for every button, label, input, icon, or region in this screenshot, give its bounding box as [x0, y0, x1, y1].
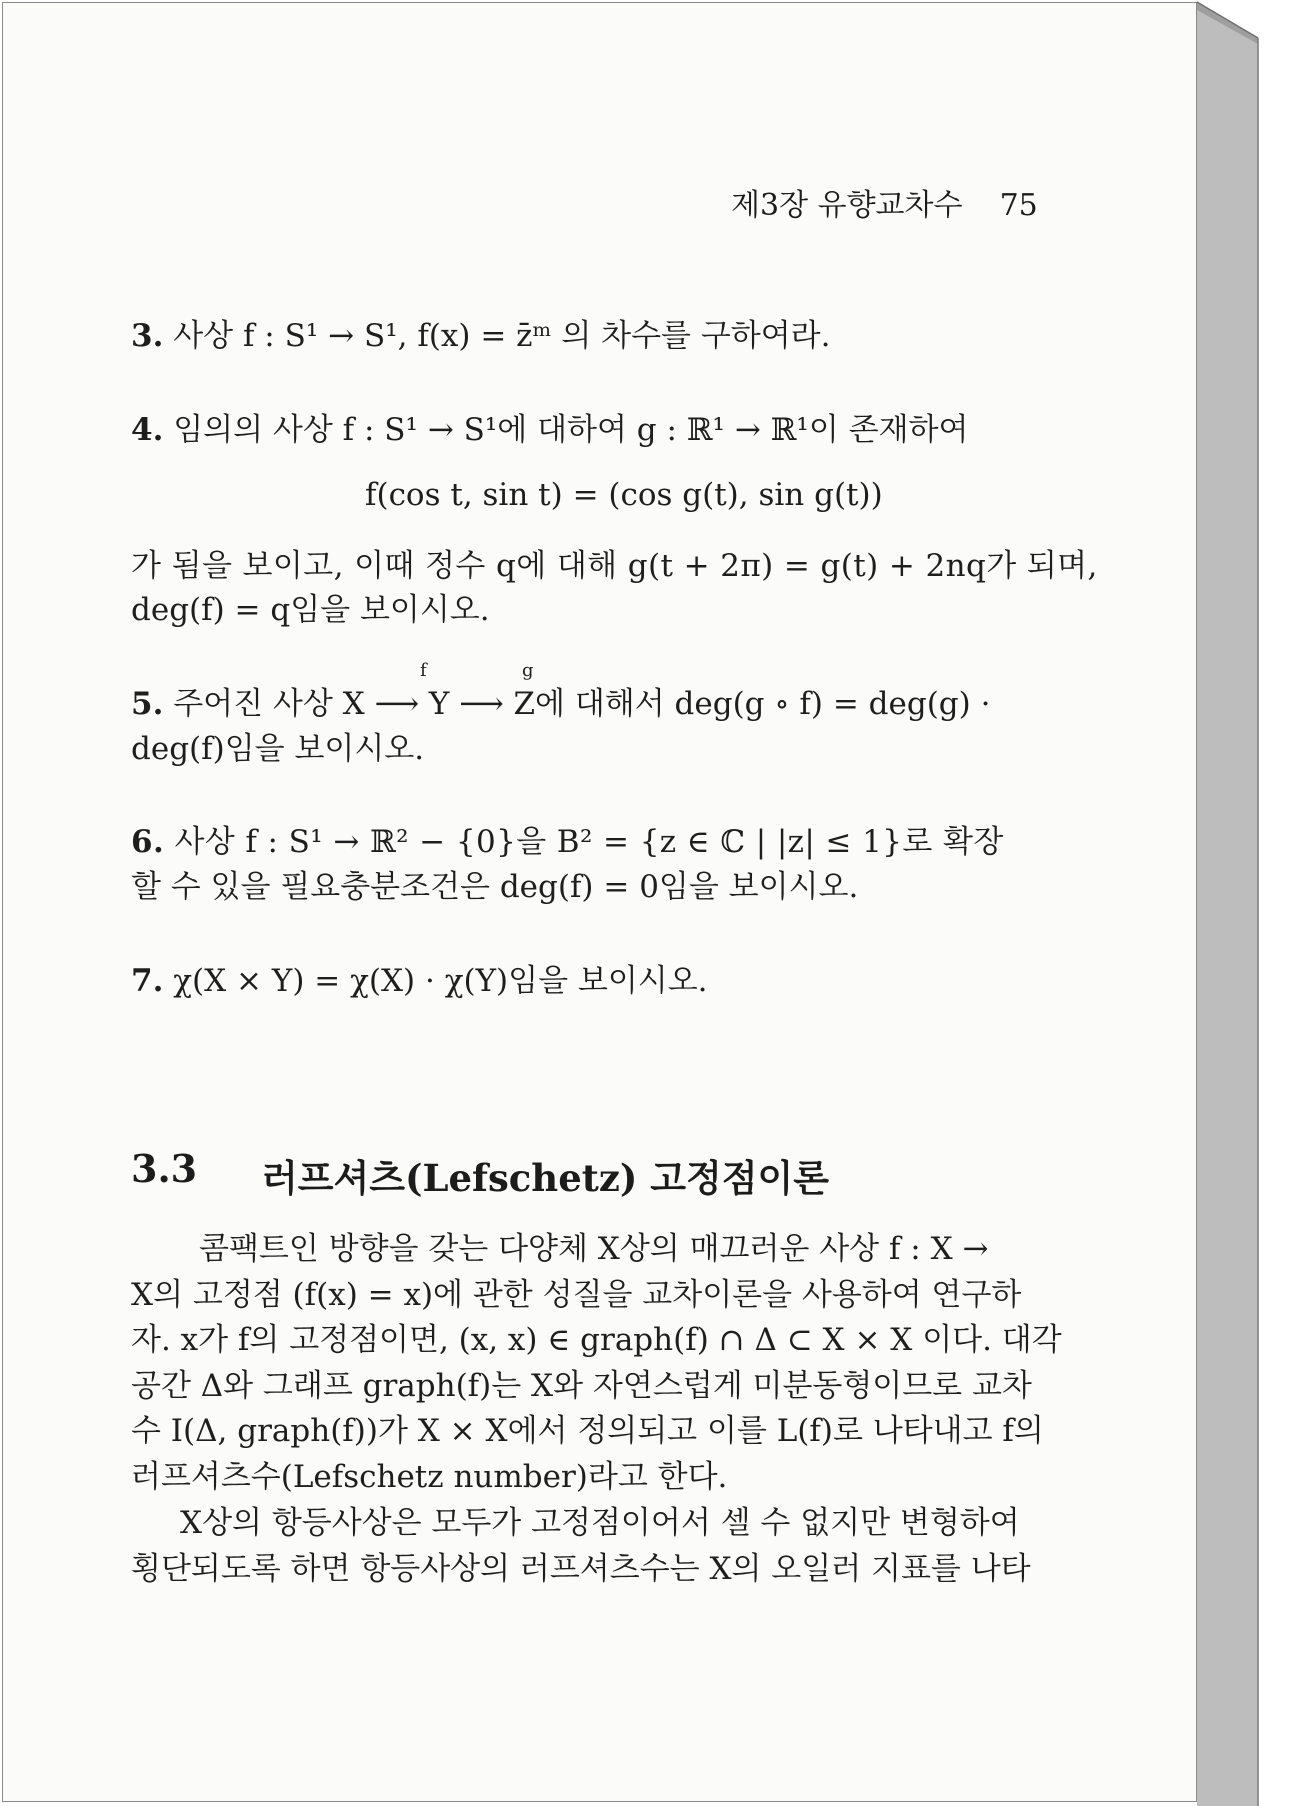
body-line: X의 고정점 (f(x) = x)에 관한 성질을 교차이론을 사용하여 연구하	[131, 1277, 1022, 1313]
problem-text: 사상 f : S¹ → ℝ² − {0}을 B² = {z ∈ ℂ | |z| ≤ 1}로 확장	[174, 824, 1004, 860]
body-line: 러프셔츠수(Lefschetz number)라고 한다.	[131, 1459, 728, 1495]
problem-text: 사상 f : S¹ → S¹, f(x) = z̄ᵐ 의 차수를 구하여라.	[173, 318, 831, 354]
body-line: 자. x가 f의 고정점이면, (x, x) ∈ graph(f) ∩ Δ ⊂ X × X 이다. 대각	[131, 1322, 1062, 1358]
arrow-label-g: g	[522, 660, 534, 681]
running-header	[731, 180, 1038, 224]
problem-3	[131, 316, 830, 356]
problem-number: 7.	[131, 963, 164, 999]
problem-text-line: deg(f)임을 보이시오.	[131, 731, 425, 767]
problem-text-line: 가 됨을 보이고, 이때 정수 q에 대해 g(t + 2π) = g(t) + 2nq가 되며,	[131, 548, 1098, 584]
section-number: 3.3	[131, 1146, 198, 1191]
chapter-title: 제3장 유향교차수	[731, 188, 963, 223]
body-line: X상의 항등사상은 모두가 고정점이어서 셀 수 없지만 변형하여	[180, 1505, 1020, 1541]
problem-text: χ(X × Y) = χ(X) · χ(Y)임을 보이시오.	[173, 963, 708, 999]
problem-6	[131, 822, 1004, 862]
problem-text-line: 할 수 있을 필요충분조건은 deg(f) = 0임을 보이시오.	[131, 869, 859, 905]
problem-5	[131, 684, 990, 724]
problem-number: 4.	[131, 412, 164, 448]
problem-text-line: deg(f) = q임을 보이시오.	[131, 592, 490, 628]
problem-number: 3.	[131, 318, 164, 354]
problem-number: 6.	[131, 824, 165, 860]
body-line: 공간 Δ와 그래프 graph(f)는 X와 자연스럽게 미분동형이므로 교차	[131, 1368, 1032, 1404]
problem-7	[131, 961, 708, 1001]
body-line: 횡단되도록 하면 항등사상의 러프셔츠수는 X의 오일러 지표를 나타	[131, 1551, 1031, 1587]
section-title: 러프셔츠(Lefschetz) 고정점이론	[262, 1156, 829, 1200]
arrow-label-f: f	[420, 660, 427, 681]
problem-text: 주어진 사상 X ⟶ Y ⟶ Z에 대해서 deg(g ∘ f) = deg(g) ·	[173, 686, 991, 722]
problem-4	[131, 410, 968, 450]
body-line: 수 I(Δ, graph(f))가 X × X에서 정의되고 이를 L(f)로 나타내고 f의	[131, 1413, 1044, 1449]
problem-text: 임의의 사상 f : S¹ → S¹에 대하여 g : ℝ¹ → ℝ¹이 존재하여	[173, 412, 969, 448]
problem-number: 5.	[131, 686, 164, 722]
body-line: 콤팩트인 방향을 갖는 다양체 X상의 매끄러운 사상 f : X →	[199, 1231, 989, 1267]
page-number: 75	[999, 188, 1038, 223]
display-formula: f(cos t, sin t) = (cos g(t), sin g(t))	[365, 477, 883, 513]
